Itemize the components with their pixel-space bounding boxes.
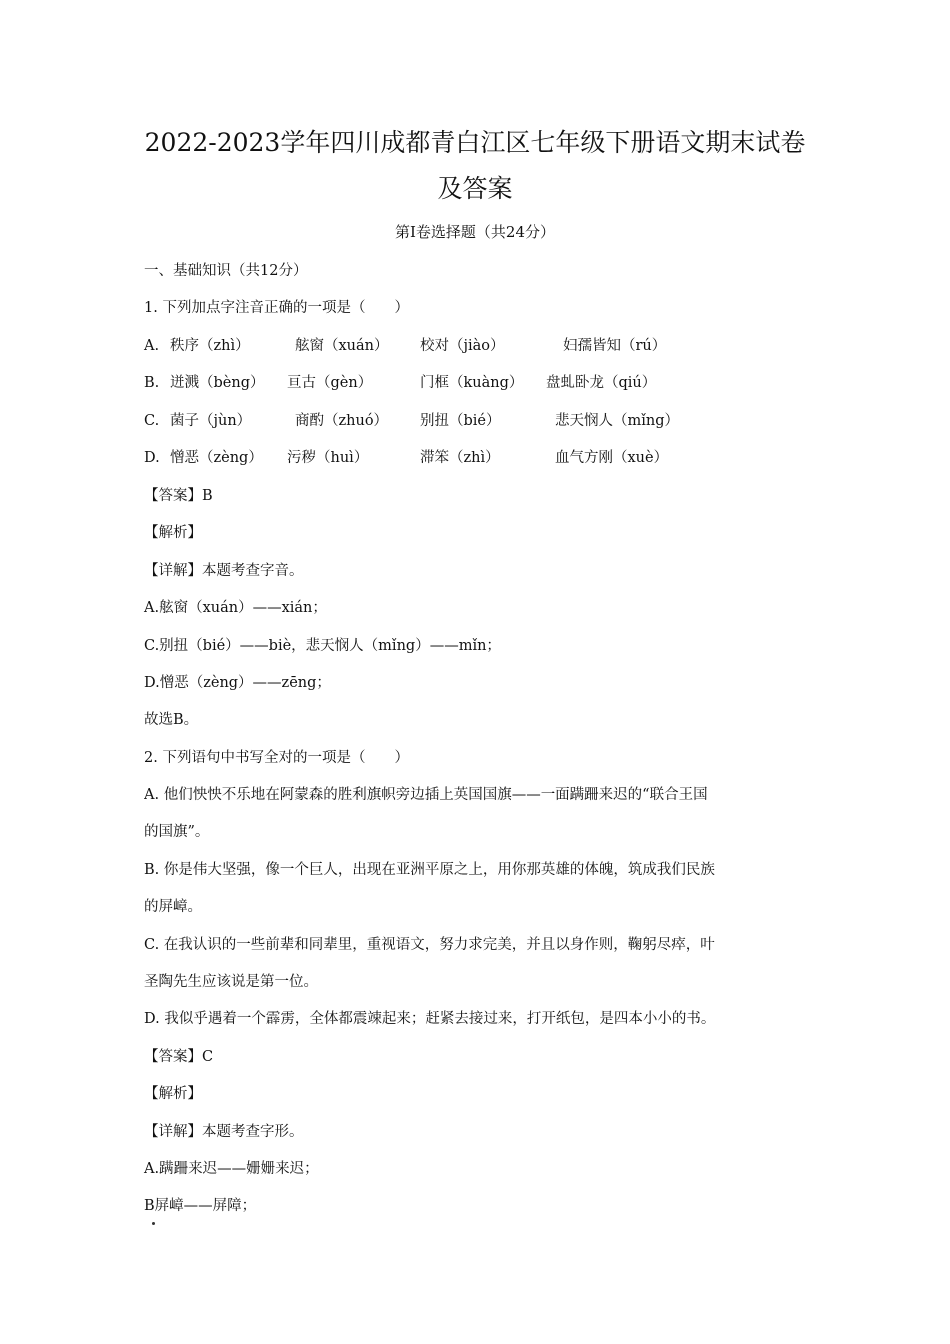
option-item: 迸溅（bèng）	[170, 375, 265, 391]
stray-mark	[152, 1222, 155, 1225]
question-1-detail: 【详解】本题考查字音。	[144, 563, 304, 579]
question-1-answer: 【答案】B	[144, 488, 213, 504]
question-2-option-line: B. 你是伟大坚强，像一个巨人，出现在亚洲平原之上，用你那英雄的体魄，筑成我们民族	[144, 862, 715, 878]
option-item: 秩序（zhì）	[170, 338, 250, 354]
section-title: 第Ⅰ卷选择题（共24分）	[394, 223, 555, 241]
question-2-detail-line: A.蹒跚来迟——姗姗来迟；	[144, 1161, 319, 1177]
document-title: 2022-2023学年四川成都青白江区七年级下册语文期末试卷	[144, 128, 806, 157]
option-item: 校对（jiào）	[420, 338, 505, 354]
question-2-option-line: 的国旗”。	[144, 824, 210, 840]
option-item: 盘虬卧龙（qiú）	[546, 375, 657, 391]
question-2-detail: 【详解】本题考查字形。	[144, 1124, 304, 1140]
question-2-option-line: 圣陶先生应该说是第一位。	[144, 974, 318, 990]
question-1-detail-line: D.憎恶（zèng）——zēng；	[144, 675, 331, 691]
option-item: 商酌（zhuó）	[295, 413, 389, 429]
part-heading: 一、基础知识（共12分）	[144, 263, 308, 279]
option-item: 门框（kuàng）	[420, 375, 524, 391]
question-2-detail-line: B屏嶂——屏障；	[144, 1198, 257, 1214]
question-1-conclusion: 故选B。	[144, 712, 199, 728]
option-item: 憎恶（zèng）	[170, 450, 263, 466]
question-2-option-line: 的屏嶂。	[144, 899, 202, 915]
question-1-stem: 1. 下列加点字注音正确的一项是（ ）	[144, 300, 409, 316]
question-1-detail-line: C.别扭（bié）——biè，悲天悯人（mǐng）——mǐn；	[144, 638, 501, 654]
option-item: 血气方刚（xuè）	[555, 450, 669, 466]
question-2-stem: 2. 下列语句中书写全对的一项是（ ）	[144, 750, 409, 766]
option-item: 悲天悯人（mǐng）	[555, 413, 680, 429]
question-1-analysis-label: 【解析】	[144, 525, 202, 541]
option-item: 舷窗（xuán）	[295, 338, 389, 354]
option-item: 菌子（jùn）	[170, 413, 252, 429]
document-title-continued: 及答案	[437, 174, 513, 203]
question-2-analysis-label: 【解析】	[144, 1086, 202, 1102]
question-2-option-line: D. 我似乎遇着一个霹雳，全体都震竦起来；赶紧去接过来，打开纸包，是四本小小的书。	[144, 1011, 716, 1027]
question-2-option-line: A. 他们怏怏不乐地在阿蒙森的胜利旗帜旁边插上英国国旗——一面蹒跚来迟的“联合王国	[144, 787, 708, 803]
option-item: 别扭（bié）	[420, 413, 501, 429]
option-item: 滞笨（zhì）	[420, 450, 500, 466]
option-label: D.	[144, 450, 160, 466]
option-item: 污秽（huì）	[287, 450, 369, 466]
option-item: 亘古（gèn）	[287, 375, 373, 391]
question-2-option-line: C. 在我认识的一些前辈和同辈里，重视语文，努力求完美，并且以身作则，鞠躬尽瘁，叶	[144, 937, 715, 953]
option-label: B.	[144, 375, 160, 391]
option-label: A.	[144, 338, 160, 354]
option-item: 妇孺皆知（rú）	[563, 338, 667, 354]
question-2-answer: 【答案】C	[144, 1049, 214, 1065]
question-1-detail-line: A.舷窗（xuán）——xián；	[144, 600, 327, 616]
option-label: C.	[144, 413, 160, 429]
